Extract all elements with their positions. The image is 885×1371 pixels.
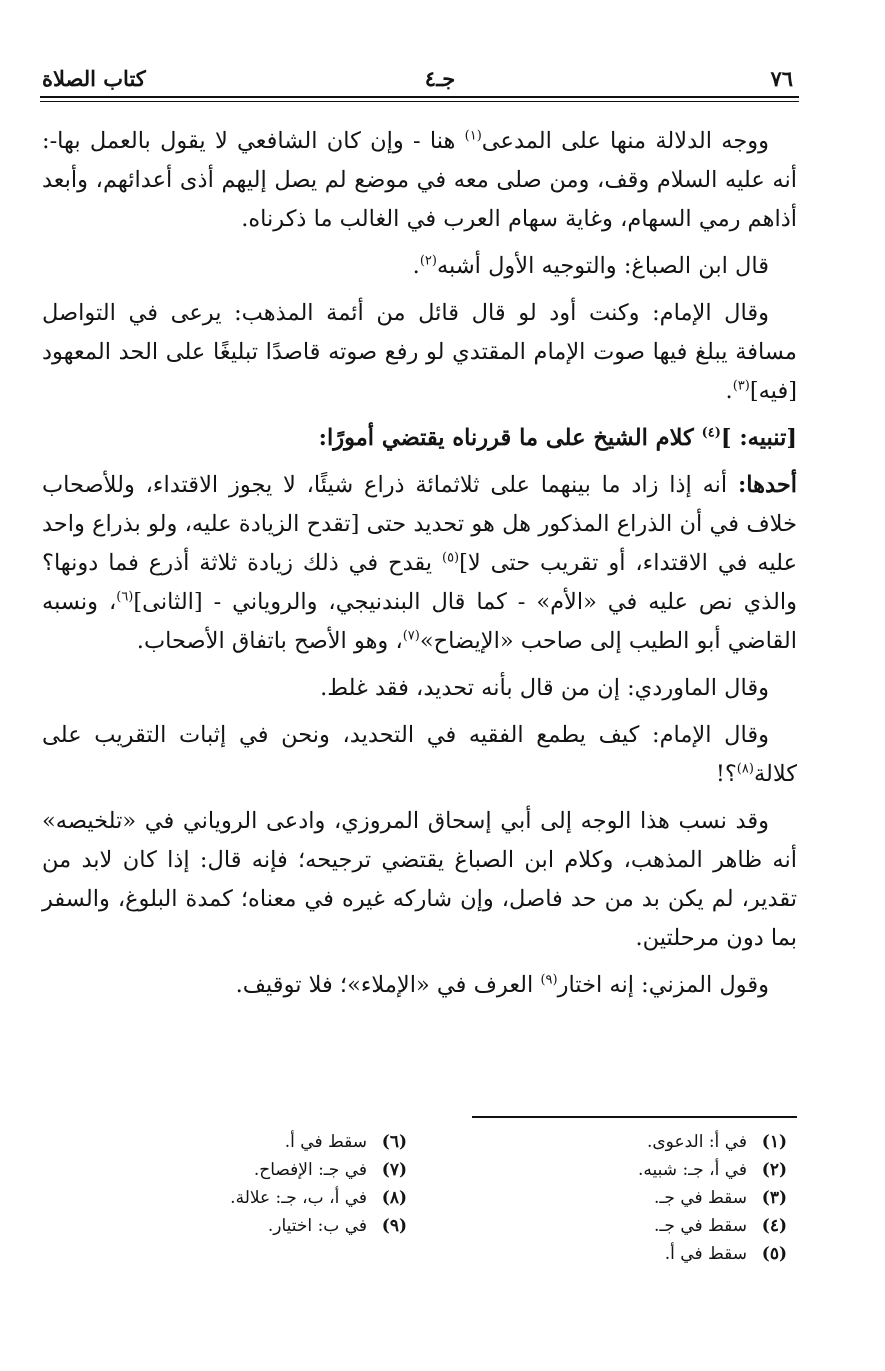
footnote: (٣)سقط في جـ. bbox=[654, 1188, 787, 1208]
footnote: (٤)سقط في جـ. bbox=[654, 1216, 787, 1236]
footnote: (٢)في أ، جـ: شبيه. bbox=[638, 1160, 787, 1180]
page-number: ٧٦ bbox=[770, 66, 793, 91]
footnote-ref[interactable]: (٩) bbox=[540, 972, 558, 988]
footnote: (٥)سقط في أ. bbox=[664, 1244, 787, 1264]
footnotes-column-right bbox=[487, 1128, 787, 1268]
paragraph-3: وقال الإمام: وكنت أود لو قال قائل من أئمة المذهب: يرعى في التواصل مسافة يبلغ فيها صوت الإمام المقتدي لو رفع صوته قاصدًا تبليغًا على الحد المعهود [فيه]$^{(٣)}$. bbox=[42, 300, 797, 404]
footnote: (٨)في أ، ب، جـ: علالة. bbox=[230, 1188, 407, 1208]
lead-word: أحدها: bbox=[738, 472, 797, 498]
footnote: (٧)في جـ: الإفصاح. bbox=[253, 1160, 407, 1180]
paragraph-4: أحدها: أنه إذا زاد ما بينهما على ثلاثمائة ذراع شيئًا، لا يجوز الاقتداء، وللأصحاب خلاف في أن الذراع المذكور هل هو تحديد حتى [تقدح الزيادة عليه، ولو بذراع واحد عليه في الاقتداء، أو تقريب حتى لا]$^{(٥)}$ يقدح في ذلك زيادة ثلاثة أذرع فما دونها؟ والذي نص عليه في «الأم» - كما قال البندنيجي، والروياني - [الثانى]$^{(٦)}$، ونسبه القاضي أبو الطيب إلى صاحب «الإيضاح»$^{(٧)}$، وهو الأصح باتفاق الأصحاب. bbox=[42, 472, 797, 654]
footnote-ref[interactable]: (٤) bbox=[701, 425, 721, 441]
footnote-ref[interactable]: (٢) bbox=[419, 253, 437, 269]
footnote-ref[interactable]: (١) bbox=[464, 128, 482, 144]
header-rule-thin bbox=[40, 101, 799, 102]
paragraph-5: وقال الماوردي: إن من قال بأنه تحديد، فقد غلط. bbox=[320, 675, 769, 701]
header-rule bbox=[40, 96, 799, 98]
footnote-ref[interactable]: (٥) bbox=[441, 550, 460, 566]
footnote-ref[interactable]: (٣) bbox=[732, 378, 750, 394]
footnote-ref[interactable]: (٨) bbox=[736, 761, 754, 777]
footnote: (٦)سقط في أ. bbox=[284, 1132, 407, 1152]
paragraph-2: قال ابن الصباغ: والتوجيه الأول أشبه$^{(٢)}$. bbox=[412, 253, 769, 279]
paragraph-7: وقد نسب هذا الوجه إلى أبي إسحاق المروزي، وادعى الروياني في «تلخيصه» أنه ظاهر المذهب، وكلام ابن الصباغ يقتضي ترجيحه؛ فإنه قال: إذا كان لابد من تقدير، لم يكن بد من حد فاصل، وإن شاركه غيره في معناه؛ كمدة البلوغ، والسفر بما دون مرحلتين. bbox=[42, 808, 797, 951]
main-text bbox=[42, 122, 797, 1013]
footnote-ref[interactable]: (٧) bbox=[402, 628, 420, 644]
footnotes-column-left bbox=[107, 1128, 407, 1240]
paragraph-6: وقال الإمام: كيف يطمع الفقيه في التحديد، ونحن في إثبات التقريب على كلالة$^{(٨)}$؟! bbox=[42, 722, 797, 787]
section-heading: [تنبيه: ]$^{(٤)}$ كلام الشيخ على ما قررناه يقتضي أمورًا: bbox=[318, 425, 797, 451]
volume-label: جـ٤ bbox=[424, 66, 456, 91]
book-title: كتاب الصلاة bbox=[42, 66, 146, 91]
footnote: (٩)في ب: اختيار. bbox=[267, 1216, 407, 1236]
footnote: (١)في أ: الدعوى. bbox=[646, 1132, 787, 1152]
footnote-rule bbox=[472, 1116, 797, 1118]
footnote-ref[interactable]: (٦) bbox=[116, 589, 134, 605]
paragraph-8: وقول المزني: إنه اختار$^{(٩)}$ العرف في «الإملاء»؛ فلا توقيف. bbox=[235, 972, 769, 998]
paragraph-1: ووجه الدلالة منها على المدعى$^{(١)}$ هنا - وإن كان الشافعي لا يقول بالعمل بها-: أنه عليه السلام وقف، ومن صلى معه في موضع لم يصل إليهم أذى أعدائهم، وأبعد أذاهم رمي السهام، وغاية سهام العرب في الغالب ما ذكرناه. bbox=[42, 128, 797, 232]
